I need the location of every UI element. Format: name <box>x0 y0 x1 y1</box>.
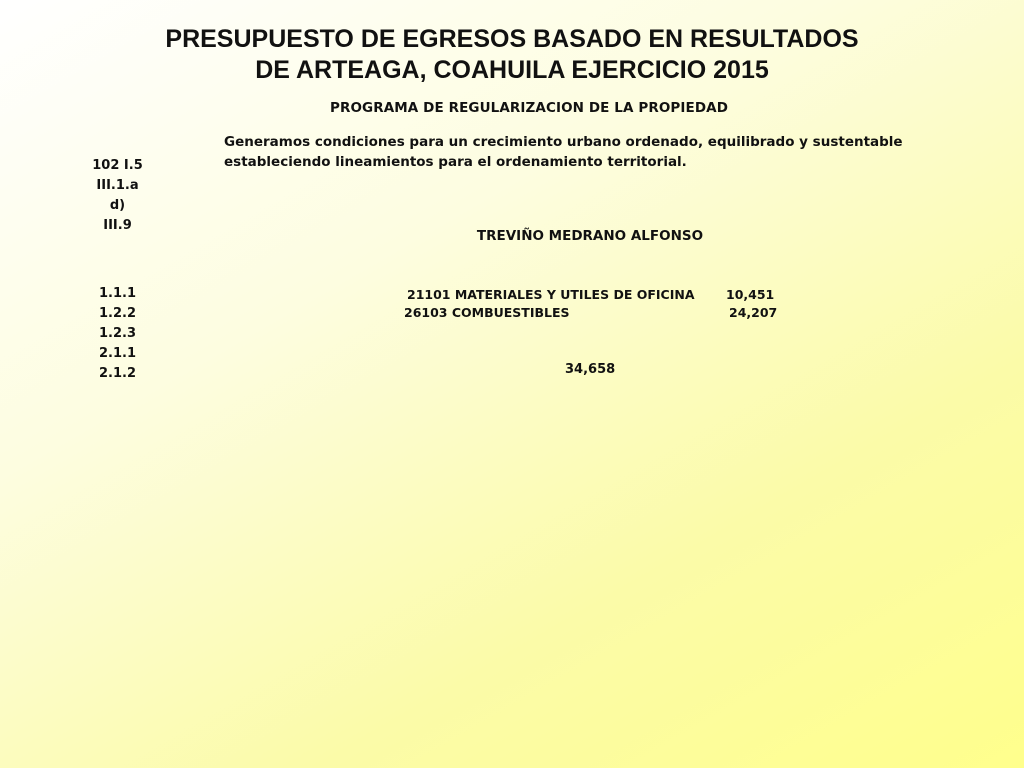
objective-line-1: Generamos condiciones para un crecimiento urbano ordenado, equilibrado y sustentable <box>224 134 903 150</box>
alignment-code: III.9 <box>103 218 132 233</box>
strategy-code: 1.2.2 <box>98 306 136 321</box>
page-title <box>0 24 1024 86</box>
title-line-1: PRESUPUESTO DE EGRESOS BASADO EN RESULTADOS <box>165 25 859 53</box>
budget-item-amount: 10,451 <box>726 287 775 302</box>
responsible-person: TREVIÑO MEDRANO ALFONSO <box>476 228 704 244</box>
strategy-codes <box>60 284 175 384</box>
program-objective <box>224 132 984 172</box>
alignment-code: d) <box>109 198 126 213</box>
program-name: PROGRAMA DE REGULARIZACION DE LA PROPIEDAD <box>329 100 728 116</box>
alignment-code: III.1.a <box>96 178 139 193</box>
strategy-code: 2.1.2 <box>98 366 136 381</box>
budget-item-label: 21101 MATERIALES Y UTILES DE OFICINA <box>407 287 695 302</box>
alignment-code: 102 I.5 <box>92 158 143 173</box>
strategy-code: 1.2.3 <box>98 326 136 341</box>
alignment-codes <box>60 156 175 236</box>
budget-item-amount: 24,207 <box>729 305 778 320</box>
objective-line-2: estableciendo lineamientos para el ordenamiento territorial. <box>224 154 687 170</box>
budget-item-label: 26103 COMBUESTIBLES <box>404 305 570 320</box>
strategy-code: 2.1.1 <box>98 346 136 361</box>
strategy-code: 1.1.1 <box>98 286 136 301</box>
budget-total: 34,658 <box>565 362 616 377</box>
title-line-2: DE ARTEAGA, COAHUILA EJERCICIO 2015 <box>255 56 769 84</box>
